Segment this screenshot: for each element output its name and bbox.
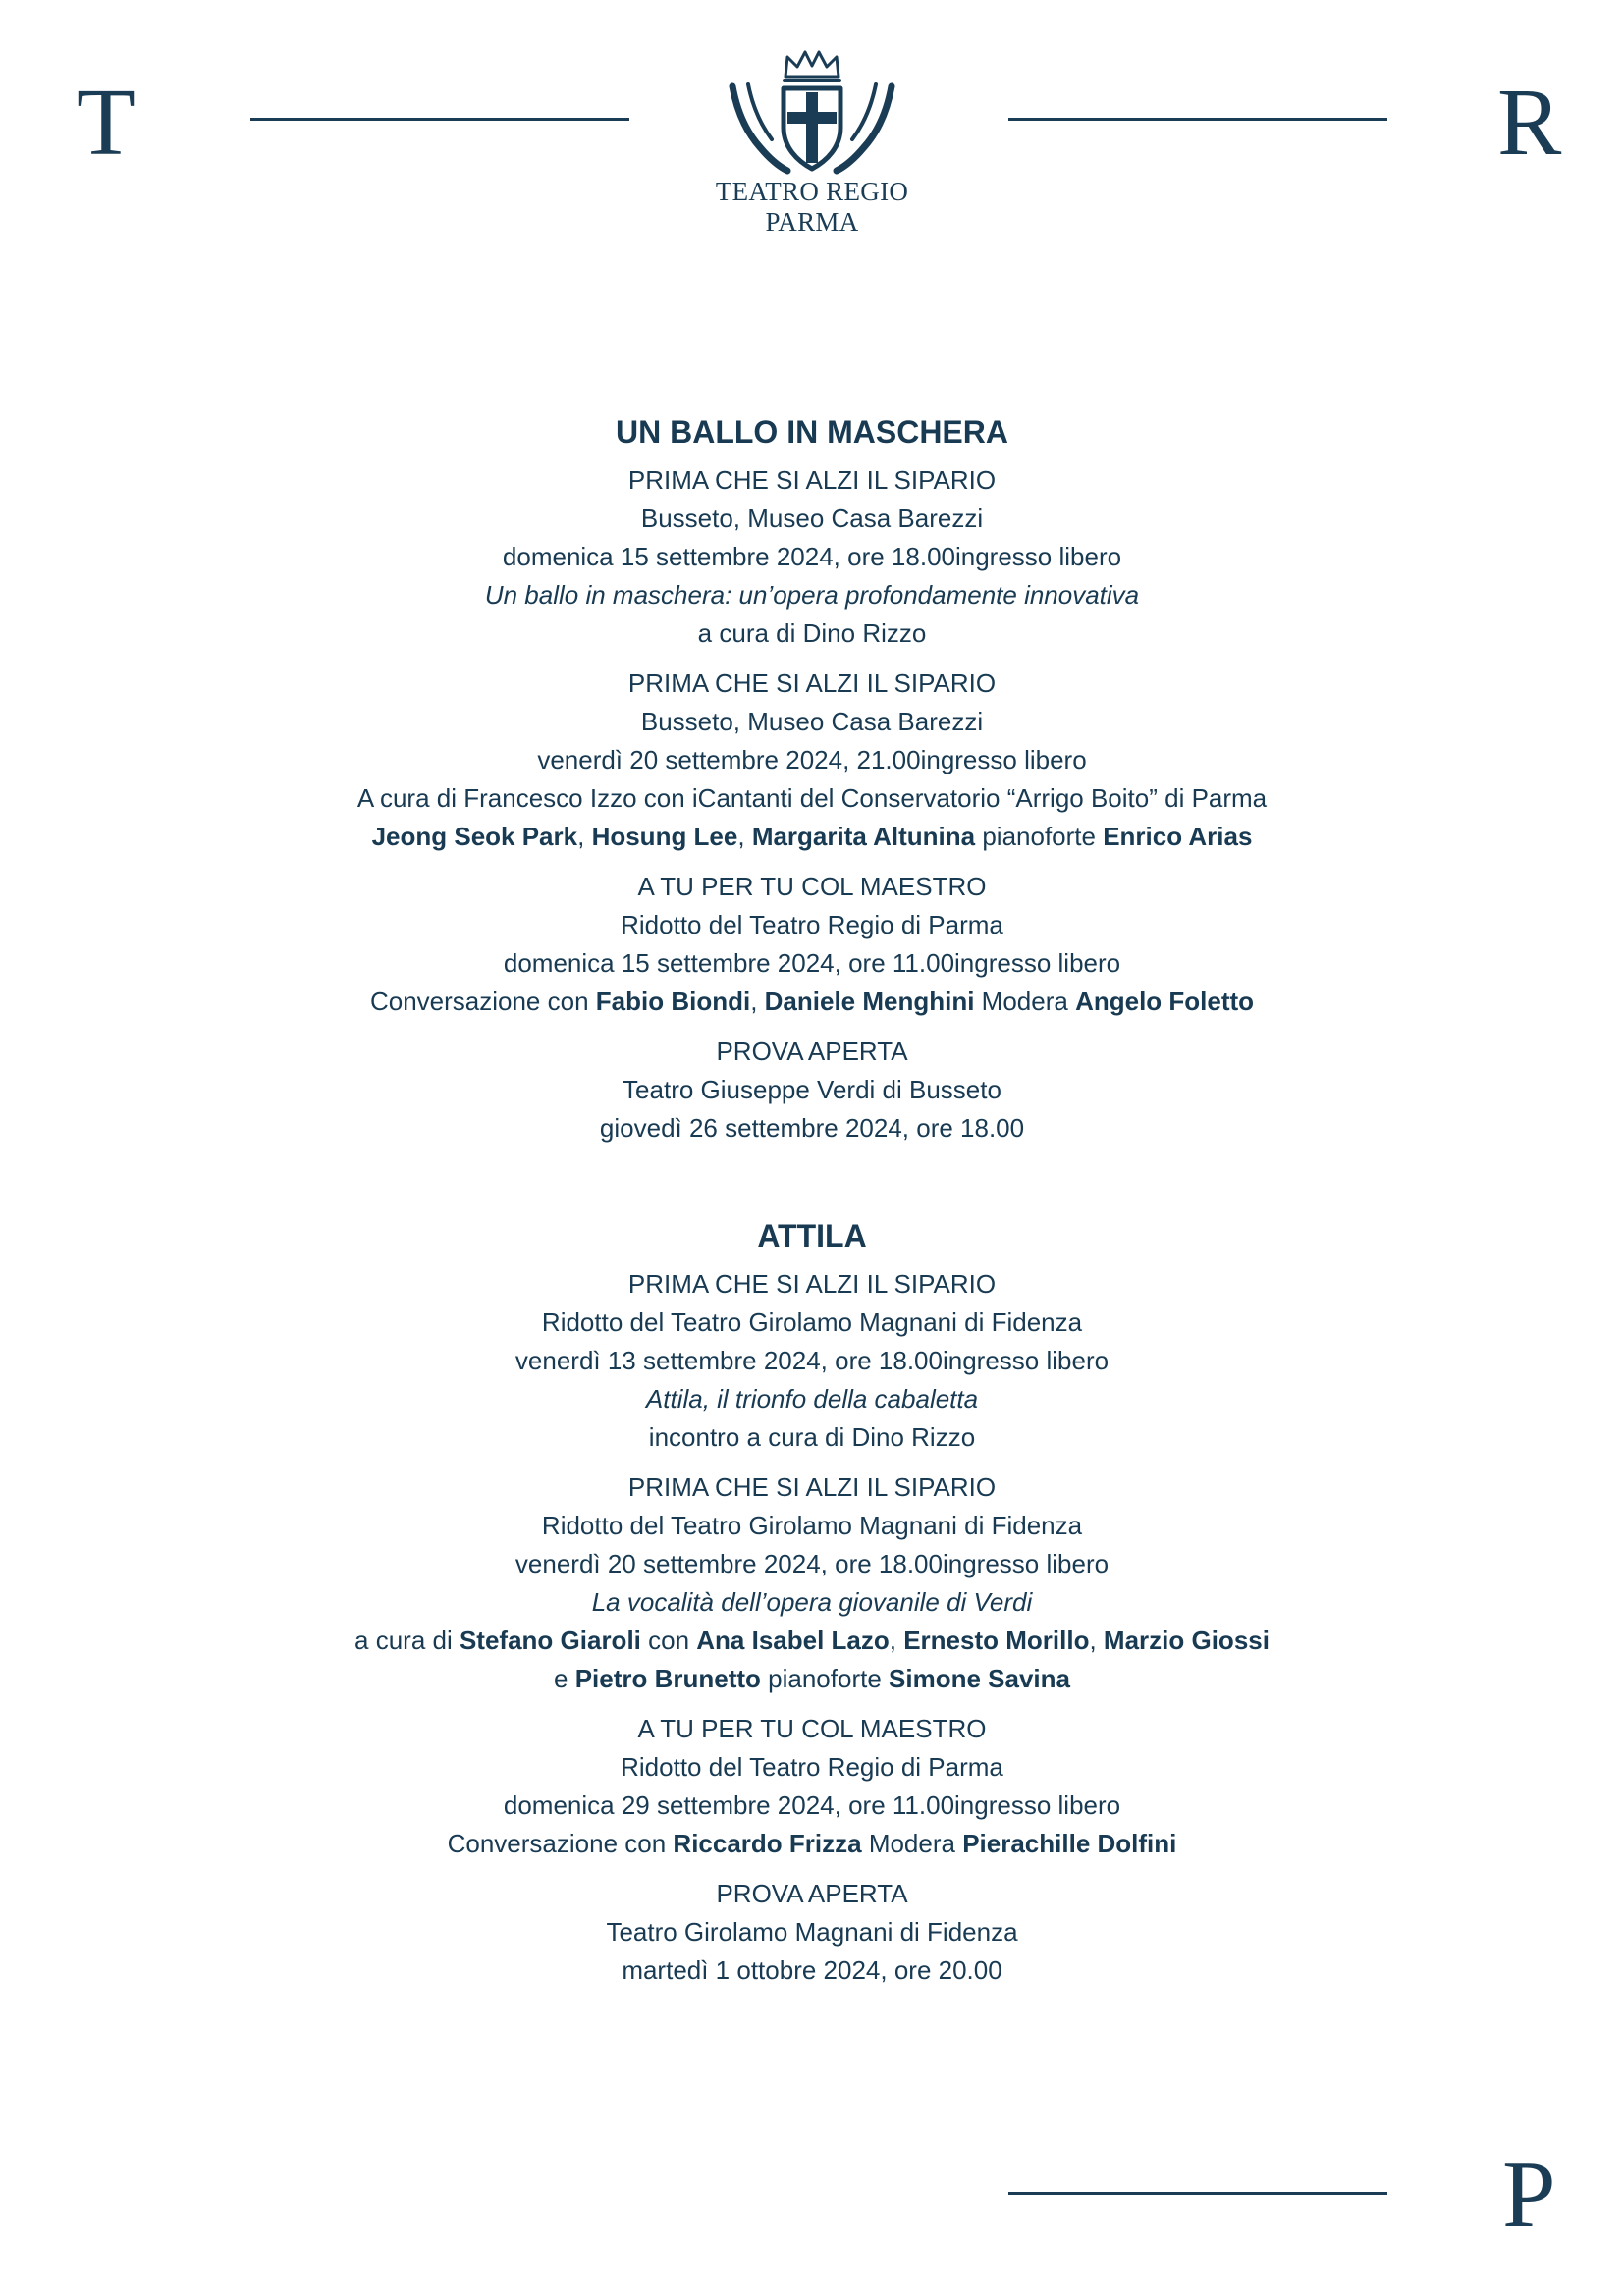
event-text: Ridotto del Teatro Regio di Parma — [621, 910, 1003, 939]
performer-name: Hosung Lee — [591, 822, 738, 851]
event-line — [0, 614, 1624, 653]
event-text: A TU PER TU COL MAESTRO — [637, 872, 987, 901]
event-line — [0, 1265, 1624, 1304]
event-line — [0, 500, 1624, 538]
event-text: Ridotto del Teatro Girolamo Magnani di Fidenza — [541, 1511, 1083, 1540]
event-line — [0, 1109, 1624, 1148]
event-line — [0, 1071, 1624, 1109]
event-text: , — [737, 822, 752, 851]
event-text: Teatro Girolamo Magnani di Fidenza — [606, 1917, 1018, 1947]
event-line — [0, 906, 1624, 944]
event-text: Busseto, Museo Casa Barezzi — [640, 707, 984, 736]
event-line — [0, 1748, 1624, 1787]
corner-letter-r: R — [1497, 70, 1562, 176]
event-text: PRIMA CHE SI ALZI IL SIPARIO — [627, 668, 997, 698]
logo-city: PARMA — [765, 207, 859, 237]
event-line — [0, 1468, 1624, 1507]
teatro-regio-logo — [714, 47, 910, 238]
event-text: venerdì 13 settembre 2024, ore 18.00ingresso libero — [514, 1346, 1110, 1375]
event-text: PROVA APERTA — [716, 1037, 908, 1066]
event-line — [0, 665, 1624, 703]
opera-section — [0, 410, 1624, 1148]
header-rule-left — [250, 118, 629, 121]
logo-name: TEATRO REGIO — [715, 177, 909, 206]
event-line — [0, 983, 1624, 1021]
event-text: Teatro Giuseppe Verdi di Busseto — [623, 1075, 1001, 1104]
event-line — [0, 1583, 1624, 1622]
performer-name: Daniele Menghini — [764, 987, 975, 1016]
event-text: Busseto, Museo Casa Barezzi — [640, 504, 984, 533]
event-line — [0, 944, 1624, 983]
event-block — [0, 1710, 1624, 1863]
talk-title: Attila, il trionfo della cabaletta — [645, 1384, 979, 1414]
event-text: venerdì 20 settembre 2024, ore 18.00ingresso libero — [514, 1549, 1110, 1578]
event-line — [0, 576, 1624, 614]
event-line — [0, 779, 1624, 818]
performer-name: Marzio Giossi — [1103, 1626, 1270, 1655]
event-text: Modera — [974, 987, 1076, 1016]
event-text: domenica 15 settembre 2024, ore 11.00ingresso libero — [503, 948, 1121, 978]
event-line — [0, 1951, 1624, 1990]
event-block — [0, 868, 1624, 1021]
performer-name: Simone Savina — [889, 1664, 1070, 1693]
performer-name: Pietro Brunetto — [574, 1664, 761, 1693]
event-text: a cura di Dino Rizzo — [697, 618, 927, 648]
opera-title: UN BALLO IN MASCHERA — [616, 414, 1008, 450]
event-line — [0, 703, 1624, 741]
event-line — [0, 1304, 1624, 1342]
talk-title: La vocalità dell’opera giovanile di Verdi — [591, 1587, 1033, 1617]
event-text: Ridotto del Teatro Girolamo Magnani di Fidenza — [541, 1308, 1083, 1337]
performer-name: Ernesto Morillo — [903, 1626, 1090, 1655]
performer-name: Stefano Giaroli — [459, 1626, 641, 1655]
event-line — [0, 1380, 1624, 1418]
event-line — [0, 1507, 1624, 1545]
event-text: giovedì 26 settembre 2024, ore 18.00 — [599, 1113, 1025, 1143]
crest-icon — [729, 47, 895, 177]
performer-name: Riccardo Frizza — [673, 1829, 862, 1858]
event-text: PRIMA CHE SI ALZI IL SIPARIO — [627, 465, 997, 495]
corner-letter-p: P — [1502, 2142, 1556, 2248]
opera-section — [0, 1214, 1624, 1990]
event-text: , — [1089, 1626, 1104, 1655]
opera-title: ATTILA — [757, 1218, 867, 1254]
event-line — [0, 741, 1624, 779]
event-text: e — [554, 1664, 575, 1693]
event-text: domenica 29 settembre 2024, ore 11.00ingresso libero — [503, 1790, 1121, 1820]
performer-name: Pierachille Dolfini — [962, 1829, 1177, 1858]
event-block — [0, 1033, 1624, 1148]
event-text: martedì 1 ottobre 2024, ore 20.00 — [622, 1955, 1002, 1985]
event-line — [0, 1033, 1624, 1071]
footer-rule — [1008, 2192, 1387, 2195]
event-text: A cura di Francesco Izzo con iCantanti del Conservatorio “Arrigo Boito” di Parma — [356, 783, 1268, 813]
header-rule-right — [1008, 118, 1387, 121]
event-line — [0, 1342, 1624, 1380]
event-line — [0, 1710, 1624, 1748]
event-line — [0, 868, 1624, 906]
event-text: incontro a cura di Dino Rizzo — [648, 1422, 976, 1452]
event-text: venerdì 20 settembre 2024, 21.00ingresso libero — [537, 745, 1087, 774]
event-block — [0, 1265, 1624, 1457]
event-text: Ridotto del Teatro Regio di Parma — [621, 1752, 1003, 1782]
event-text: pianoforte — [975, 822, 1104, 851]
event-text: , — [889, 1626, 904, 1655]
event-text: PRIMA CHE SI ALZI IL SIPARIO — [627, 1472, 997, 1502]
event-programme — [0, 410, 1624, 2056]
event-line — [0, 461, 1624, 500]
event-text: PROVA APERTA — [716, 1879, 908, 1908]
event-text: domenica 15 settembre 2024, ore 18.00ingresso libero — [502, 542, 1122, 571]
event-line — [0, 1875, 1624, 1913]
event-line — [0, 1545, 1624, 1583]
event-line — [0, 818, 1624, 856]
event-text: Conversazione con — [369, 987, 596, 1016]
event-line — [0, 538, 1624, 576]
event-text: Conversazione con — [447, 1829, 674, 1858]
event-text: con — [640, 1626, 697, 1655]
performer-name: Margarita Altunina — [751, 822, 976, 851]
event-line — [0, 1418, 1624, 1457]
performer-name: Jeong Seok Park — [371, 822, 578, 851]
event-text: a cura di — [354, 1626, 460, 1655]
event-text: , — [577, 822, 592, 851]
event-text: pianoforte — [760, 1664, 890, 1693]
event-block — [0, 461, 1624, 653]
performer-name: Angelo Foletto — [1075, 987, 1255, 1016]
performer-name: Fabio Biondi — [595, 987, 751, 1016]
event-block — [0, 1875, 1624, 1990]
corner-letter-t: T — [77, 70, 135, 176]
performer-name: Ana Isabel Lazo — [696, 1626, 890, 1655]
event-line — [0, 1913, 1624, 1951]
event-block — [0, 1468, 1624, 1698]
event-text: A TU PER TU COL MAESTRO — [637, 1714, 987, 1743]
event-block — [0, 665, 1624, 856]
performer-name: Enrico Arias — [1103, 822, 1253, 851]
event-line — [0, 1787, 1624, 1825]
event-line — [0, 1825, 1624, 1863]
event-text: Modera — [861, 1829, 963, 1858]
event-line — [0, 1660, 1624, 1698]
talk-title: Un ballo in maschera: un’opera profondamente innovativa — [484, 580, 1140, 610]
event-line — [0, 1622, 1624, 1660]
event-text: PRIMA CHE SI ALZI IL SIPARIO — [627, 1269, 997, 1299]
event-text: , — [750, 987, 765, 1016]
